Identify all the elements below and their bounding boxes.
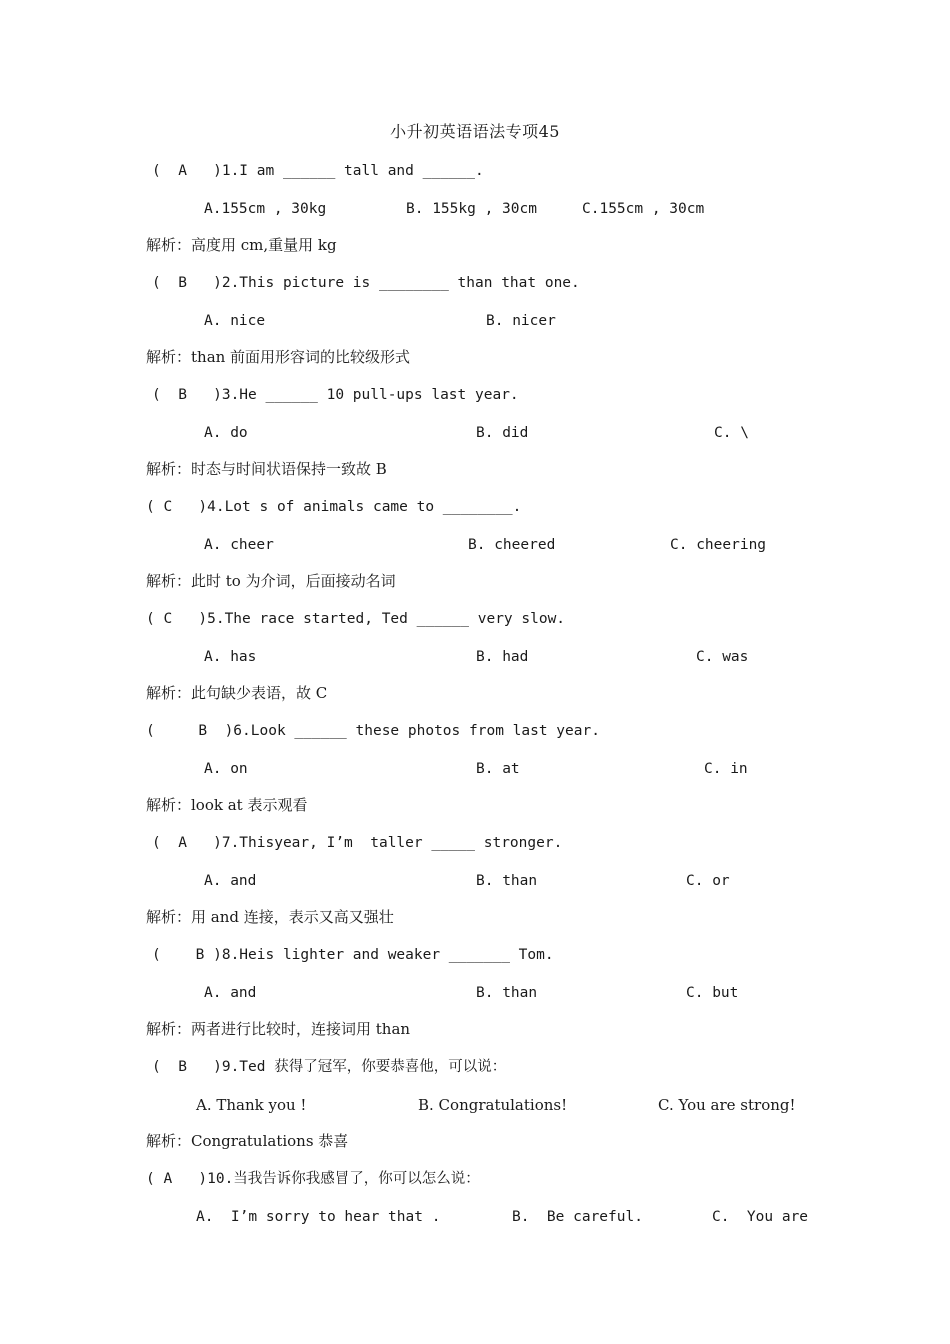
q3-option-b: B. did — [476, 425, 529, 441]
q5-option-c: C. was — [696, 649, 749, 665]
question-2: ( B )2.This picture is ________ than that one. — [152, 275, 580, 291]
q8-analysis: 解析：两者进行比较时，连接词用 than — [146, 1020, 411, 1038]
question-3: ( B )3.He ______ 10 pull-ups last year. — [152, 387, 519, 403]
q9-option-a: A. Thank you ! — [196, 1096, 307, 1114]
question-6: ( B )6.Look ______ these photos from last year. — [146, 723, 600, 739]
q6-option-a: A. on — [204, 761, 248, 777]
q10-option-c: C. You are — [712, 1209, 809, 1225]
q2-analysis: 解析：than 前面用形容词的比较级形式 — [146, 348, 411, 366]
q1-option-a: A.155cm , 30kg — [204, 201, 327, 217]
q5-option-a: A. has — [204, 649, 257, 665]
q7-option-b: B. than — [476, 873, 538, 889]
question-7: ( A )7.Thisyear, I’m taller _____ stronger. — [152, 835, 563, 851]
q9-option-c: C. You are strong! — [658, 1096, 796, 1114]
question-1: ( A )1.I am ______ tall and ______. — [152, 163, 484, 179]
q7-option-a: A. and — [204, 873, 257, 889]
q3-analysis: 解析：时态与时间状语保持一致故 B — [146, 460, 387, 478]
q10-option-b: B. Be careful. — [512, 1209, 643, 1225]
page-title: 小升初英语语法专项45 — [390, 122, 560, 141]
question-8: ( B )8.Heis lighter and weaker _______ Tom. — [152, 947, 554, 963]
question-5: ( C )5.The race started, Ted ______ very slow. — [146, 611, 566, 627]
q4-option-a: A. cheer — [204, 537, 274, 553]
question-10: ( A )10.当我告诉你我感冒了，你可以怎么说： — [146, 1171, 480, 1187]
q3-option-c: C. \ — [714, 425, 749, 441]
q9-option-b: B. Congratulations! — [418, 1096, 568, 1114]
q1-analysis: 解析：高度用 cm,重量用 kg — [146, 236, 337, 254]
q5-option-b: B. had — [476, 649, 529, 665]
q7-analysis: 解析：用 and 连接，表示又高又强壮 — [146, 908, 394, 926]
q8-option-c: C. but — [686, 985, 739, 1001]
q3-option-a: A. do — [204, 425, 248, 441]
q5-analysis: 解析：此句缺少表语，故 C — [146, 684, 328, 702]
question-4: ( C )4.Lot s of animals came to ________. — [146, 499, 522, 515]
q6-option-c: C. in — [704, 761, 748, 777]
q6-analysis: 解析：look at 表示观看 — [146, 796, 308, 814]
q2-option-a: A. nice — [204, 313, 266, 329]
q4-analysis: 解析：此时 to 为介词，后面接动名词 — [146, 572, 396, 590]
q9-analysis: 解析：Congratulations 恭喜 — [146, 1132, 349, 1150]
q1-option-b: B. 155kg , 30cm — [406, 201, 537, 217]
q6-option-b: B. at — [476, 761, 520, 777]
q4-option-b: B. cheered — [468, 537, 556, 553]
q8-option-b: B. than — [476, 985, 538, 1001]
q10-option-a: A. I’m sorry to hear that . — [196, 1209, 441, 1225]
q1-option-c: C.155cm , 30cm — [582, 201, 705, 217]
q2-option-b: B. nicer — [486, 313, 556, 329]
question-9: ( B )9.Ted 获得了冠军，你要恭喜他，可以说： — [152, 1059, 507, 1075]
q8-option-a: A. and — [204, 985, 257, 1001]
q7-option-c: C. or — [686, 873, 730, 889]
q4-option-c: C. cheering — [670, 537, 767, 553]
